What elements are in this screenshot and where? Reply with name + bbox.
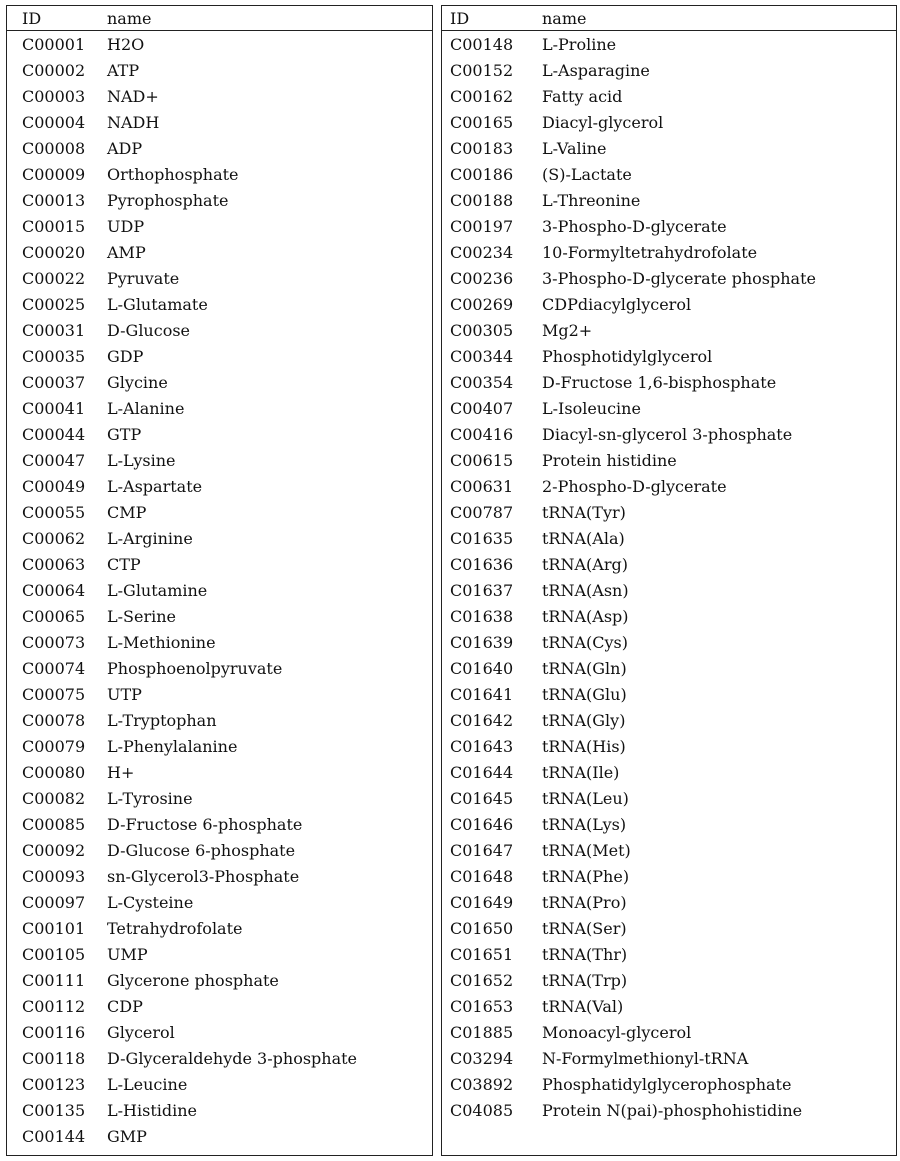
- compound-id: C00015: [22, 216, 86, 236]
- compound-id: C00144: [22, 1126, 86, 1146]
- compound-name: L-Glutamate: [107, 294, 208, 314]
- compound-id: C01637: [450, 580, 514, 600]
- compound-table-right: [441, 5, 897, 1156]
- table-row: [442, 1071, 896, 1097]
- compound-name: GMP: [107, 1126, 147, 1146]
- compound-id: C00112: [22, 996, 86, 1016]
- compound-name: (S)-Lactate: [542, 164, 632, 184]
- table-row: [442, 239, 896, 265]
- compound-id: C01636: [450, 554, 514, 574]
- table-row: [7, 109, 432, 135]
- header-id: ID: [22, 8, 42, 28]
- compound-id: C00047: [22, 450, 86, 470]
- compound-id: C01651: [450, 944, 514, 964]
- table-row: [442, 525, 896, 551]
- compound-id: C00615: [450, 450, 514, 470]
- compound-name: H2O: [107, 34, 145, 54]
- table-row: [442, 161, 896, 187]
- table-row: [442, 785, 896, 811]
- compound-name: 3-Phospho-D-glycerate: [542, 216, 727, 236]
- table-row: [442, 733, 896, 759]
- compound-name: H+: [107, 762, 135, 782]
- compound-name: tRNA(Thr): [542, 944, 628, 964]
- compound-name: tRNA(Leu): [542, 788, 629, 808]
- table-row: [7, 187, 432, 213]
- compound-id: C00111: [22, 970, 86, 990]
- table-row: [7, 1019, 432, 1045]
- compound-id: C00044: [22, 424, 86, 444]
- table-row: [442, 603, 896, 629]
- table-row: [7, 915, 432, 941]
- compound-id: C00097: [22, 892, 86, 912]
- table-body: [7, 31, 432, 1149]
- compound-name: D-Glyceraldehyde 3-phosphate: [107, 1048, 358, 1068]
- compound-id: C00135: [22, 1100, 86, 1120]
- compound-name: ADP: [107, 138, 143, 158]
- compound-name: 3-Phospho-D-glycerate phosphate: [542, 268, 816, 288]
- table-row: [7, 83, 432, 109]
- compound-id: C00787: [450, 502, 514, 522]
- table-row: [7, 265, 432, 291]
- table-row: [442, 499, 896, 525]
- compound-id: C01641: [450, 684, 514, 704]
- table-row: [7, 577, 432, 603]
- compound-name: tRNA(Trp): [542, 970, 628, 990]
- table-row: [442, 681, 896, 707]
- compound-id: C01639: [450, 632, 514, 652]
- table-row: [7, 239, 432, 265]
- compound-id: C01649: [450, 892, 514, 912]
- compound-name: Pyruvate: [107, 268, 180, 288]
- table-row: [7, 421, 432, 447]
- compound-id: C00305: [450, 320, 514, 340]
- table-row: [442, 473, 896, 499]
- table-row: [442, 213, 896, 239]
- table-body: [442, 31, 896, 1123]
- compound-name: tRNA(Ile): [542, 762, 620, 782]
- compound-id: C00165: [450, 112, 514, 132]
- compound-id: C00001: [22, 34, 86, 54]
- compound-id: C01646: [450, 814, 514, 834]
- compound-name: CDPdiacylglycerol: [542, 294, 692, 314]
- compound-id: C00035: [22, 346, 86, 366]
- compound-id: C00065: [22, 606, 86, 626]
- compound-name: L-Threonine: [542, 190, 641, 210]
- compound-name: L-Alanine: [107, 398, 185, 418]
- compound-name: L-Lysine: [107, 450, 176, 470]
- compound-id: C00101: [22, 918, 86, 938]
- compound-name: L-Serine: [107, 606, 176, 626]
- table-row: [442, 447, 896, 473]
- table-row: [442, 551, 896, 577]
- table-row: [442, 655, 896, 681]
- table-row: [7, 785, 432, 811]
- compound-id: C00354: [450, 372, 514, 392]
- table-row: [7, 551, 432, 577]
- table-row: [7, 473, 432, 499]
- compound-id: C01645: [450, 788, 514, 808]
- table-row: [7, 1123, 432, 1149]
- table-row: [7, 707, 432, 733]
- table-row: [442, 837, 896, 863]
- table-row: [442, 707, 896, 733]
- compound-name: Diacyl-glycerol: [542, 112, 664, 132]
- compound-name: UMP: [107, 944, 148, 964]
- table-row: [7, 525, 432, 551]
- table-row: [442, 889, 896, 915]
- compound-id: C00037: [22, 372, 86, 392]
- compound-id: C01643: [450, 736, 514, 756]
- table-row: [7, 629, 432, 655]
- compound-id: C00197: [450, 216, 514, 236]
- compound-id: C00085: [22, 814, 86, 834]
- header-id: ID: [450, 8, 470, 28]
- compound-name: NADH: [107, 112, 160, 132]
- compound-id: C00074: [22, 658, 86, 678]
- compound-id: C01648: [450, 866, 514, 886]
- compound-id: C01635: [450, 528, 514, 548]
- compound-name: tRNA(Gly): [542, 710, 626, 730]
- header-name: name: [542, 8, 587, 28]
- compound-name: Phosphoenolpyruvate: [107, 658, 283, 678]
- table-row: [7, 1097, 432, 1123]
- compound-id: C00105: [22, 944, 86, 964]
- compound-id: C01640: [450, 658, 514, 678]
- table-row: [7, 941, 432, 967]
- compound-name: NAD+: [107, 86, 159, 106]
- compound-id: C00116: [22, 1022, 86, 1042]
- compound-id: C01650: [450, 918, 514, 938]
- compound-id: C00082: [22, 788, 86, 808]
- table-row: [442, 577, 896, 603]
- compound-name: L-Asparagine: [542, 60, 650, 80]
- table-row: [7, 811, 432, 837]
- table-header: [7, 6, 432, 31]
- compound-name: tRNA(Ala): [542, 528, 625, 548]
- compound-name: Pyrophosphate: [107, 190, 229, 210]
- compound-name: L-Cysteine: [107, 892, 194, 912]
- compound-id: C03294: [450, 1048, 514, 1068]
- compound-id: C00003: [22, 86, 86, 106]
- compound-id: C01642: [450, 710, 514, 730]
- compound-id: C01885: [450, 1022, 514, 1042]
- compound-id: C00079: [22, 736, 86, 756]
- table-row: [7, 681, 432, 707]
- compound-id: C00407: [450, 398, 514, 418]
- table-row: [7, 447, 432, 473]
- compound-id: C00008: [22, 138, 86, 158]
- table-row: [7, 1045, 432, 1071]
- compound-name: L-Valine: [542, 138, 607, 158]
- compound-id: C00183: [450, 138, 514, 158]
- table-row: [442, 369, 896, 395]
- compound-id: C00123: [22, 1074, 86, 1094]
- compound-id: C00416: [450, 424, 514, 444]
- compound-name: tRNA(Met): [542, 840, 631, 860]
- table-row: [7, 889, 432, 915]
- table-row: [442, 421, 896, 447]
- header-name: name: [107, 8, 152, 28]
- table-row: [7, 57, 432, 83]
- table-row: [7, 499, 432, 525]
- compound-name: CMP: [107, 502, 147, 522]
- compound-name: L-Proline: [542, 34, 617, 54]
- table-row: [442, 265, 896, 291]
- table-row: [442, 915, 896, 941]
- compound-name: CDP: [107, 996, 143, 1016]
- compound-name: GTP: [107, 424, 142, 444]
- compound-name: L-Isoleucine: [542, 398, 641, 418]
- table-row: [442, 1045, 896, 1071]
- compound-name: AMP: [107, 242, 146, 262]
- compound-name: L-Arginine: [107, 528, 193, 548]
- table-row: [7, 291, 432, 317]
- table-row: [7, 135, 432, 161]
- table-row: [7, 317, 432, 343]
- table-row: [442, 109, 896, 135]
- compound-id: C00063: [22, 554, 86, 574]
- compound-id: C01652: [450, 970, 514, 990]
- compound-name: Protein N(pai)-phosphohistidine: [542, 1100, 803, 1120]
- compound-id: C01638: [450, 606, 514, 626]
- compound-name: N-Formylmethionyl-tRNA: [542, 1048, 749, 1068]
- compound-name: tRNA(Tyr): [542, 502, 626, 522]
- compound-name: tRNA(Lys): [542, 814, 627, 834]
- compound-name: UTP: [107, 684, 142, 704]
- table-row: [442, 187, 896, 213]
- table-row: [442, 1019, 896, 1045]
- compound-name: Tetrahydrofolate: [107, 918, 243, 938]
- compound-id: C00025: [22, 294, 86, 314]
- compound-name: Glycine: [107, 372, 168, 392]
- compound-id: C00022: [22, 268, 86, 288]
- compound-id: C00148: [450, 34, 514, 54]
- table-row: [7, 161, 432, 187]
- compound-id: C00078: [22, 710, 86, 730]
- compound-name: L-Histidine: [107, 1100, 197, 1120]
- compound-id: C03892: [450, 1074, 514, 1094]
- compound-name: tRNA(Phe): [542, 866, 630, 886]
- compound-name: tRNA(Arg): [542, 554, 628, 574]
- table-row: [442, 967, 896, 993]
- compound-id: C00075: [22, 684, 86, 704]
- compound-name: Monoacyl-glycerol: [542, 1022, 692, 1042]
- compound-name: L-Phenylalanine: [107, 736, 238, 756]
- compound-id: C00236: [450, 268, 514, 288]
- table-row: [7, 369, 432, 395]
- compound-id: C00118: [22, 1048, 86, 1068]
- compound-name: L-Leucine: [107, 1074, 188, 1094]
- table-row: [442, 395, 896, 421]
- table-row: [442, 863, 896, 889]
- compound-id: C00093: [22, 866, 86, 886]
- compound-id: C00344: [450, 346, 514, 366]
- table-row: [442, 759, 896, 785]
- compound-name: L-Aspartate: [107, 476, 203, 496]
- compound-name: 2-Phospho-D-glycerate: [542, 476, 727, 496]
- compound-id: C04085: [450, 1100, 514, 1120]
- compound-name: GDP: [107, 346, 144, 366]
- table-header: [442, 6, 896, 31]
- table-row: [442, 993, 896, 1019]
- compound-name: 10-Formyltetrahydrofolate: [542, 242, 758, 262]
- compound-name: Fatty acid: [542, 86, 623, 106]
- compound-id: C00055: [22, 502, 86, 522]
- compound-name: tRNA(Gln): [542, 658, 627, 678]
- compound-id: C00269: [450, 294, 514, 314]
- table-row: [7, 603, 432, 629]
- table-row: [7, 395, 432, 421]
- compound-id: C00009: [22, 164, 86, 184]
- compound-name: ATP: [107, 60, 140, 80]
- compound-name: Phosphotidylglycerol: [542, 346, 713, 366]
- table-row: [7, 1071, 432, 1097]
- compound-id: C00049: [22, 476, 86, 496]
- compound-id: C00234: [450, 242, 514, 262]
- compound-id: C00092: [22, 840, 86, 860]
- table-row: [7, 759, 432, 785]
- table-row: [442, 629, 896, 655]
- compound-name: L-Glutamine: [107, 580, 208, 600]
- compound-id: C00062: [22, 528, 86, 548]
- compound-id: C00013: [22, 190, 86, 210]
- compound-id: C00188: [450, 190, 514, 210]
- table-row: [7, 655, 432, 681]
- table-row: [7, 31, 432, 57]
- compound-table-left: [6, 5, 433, 1156]
- compound-name: L-Tryptophan: [107, 710, 217, 730]
- table-row: [7, 837, 432, 863]
- compound-name: tRNA(Cys): [542, 632, 629, 652]
- table-row: [442, 135, 896, 161]
- table-row: [442, 291, 896, 317]
- compound-name: D-Fructose 1,6-bisphosphate: [542, 372, 777, 392]
- compound-name: tRNA(Pro): [542, 892, 627, 912]
- compound-name: Phosphatidylglycerophosphate: [542, 1074, 792, 1094]
- compound-name: tRNA(Val): [542, 996, 624, 1016]
- table-row: [442, 31, 896, 57]
- compound-id: C00031: [22, 320, 86, 340]
- compound-name: Mg2+: [542, 320, 593, 340]
- compound-name: tRNA(Asn): [542, 580, 629, 600]
- compound-name: D-Glucose 6-phosphate: [107, 840, 296, 860]
- compound-name: D-Fructose 6-phosphate: [107, 814, 303, 834]
- compound-name: CTP: [107, 554, 141, 574]
- compound-name: Diacyl-sn-glycerol 3-phosphate: [542, 424, 793, 444]
- compound-name: tRNA(Ser): [542, 918, 627, 938]
- table-row: [442, 941, 896, 967]
- table-row: [7, 863, 432, 889]
- compound-id: C00162: [450, 86, 514, 106]
- compound-id: C00080: [22, 762, 86, 782]
- table-row: [442, 811, 896, 837]
- table-row: [442, 343, 896, 369]
- table-row: [7, 733, 432, 759]
- table-row: [442, 1097, 896, 1123]
- compound-id: C00041: [22, 398, 86, 418]
- table-row: [442, 317, 896, 343]
- compound-name: tRNA(Asp): [542, 606, 629, 626]
- table-row: [7, 993, 432, 1019]
- compound-name: Orthophosphate: [107, 164, 239, 184]
- table-row: [7, 213, 432, 239]
- table-row: [7, 343, 432, 369]
- table-row: [442, 83, 896, 109]
- compound-id: C00002: [22, 60, 86, 80]
- compound-name: L-Methionine: [107, 632, 216, 652]
- compound-name: L-Tyrosine: [107, 788, 193, 808]
- compound-id: C00020: [22, 242, 86, 262]
- compound-id: C01653: [450, 996, 514, 1016]
- compound-id: C00004: [22, 112, 86, 132]
- compound-name: tRNA(His): [542, 736, 626, 756]
- compound-name: tRNA(Glu): [542, 684, 627, 704]
- compound-id: C00152: [450, 60, 514, 80]
- table-row: [442, 57, 896, 83]
- compound-name: Glycerone phosphate: [107, 970, 279, 990]
- compound-name: D-Glucose: [107, 320, 191, 340]
- compound-name: UDP: [107, 216, 145, 236]
- table-row: [7, 967, 432, 993]
- compound-id: C00064: [22, 580, 86, 600]
- compound-id: C01647: [450, 840, 514, 860]
- compound-name: Protein histidine: [542, 450, 677, 470]
- compound-id: C00073: [22, 632, 86, 652]
- compound-name: sn-Glycerol3-Phosphate: [107, 866, 300, 886]
- compound-name: Glycerol: [107, 1022, 175, 1042]
- compound-id: C01644: [450, 762, 514, 782]
- compound-id: C00631: [450, 476, 514, 496]
- compound-id: C00186: [450, 164, 514, 184]
